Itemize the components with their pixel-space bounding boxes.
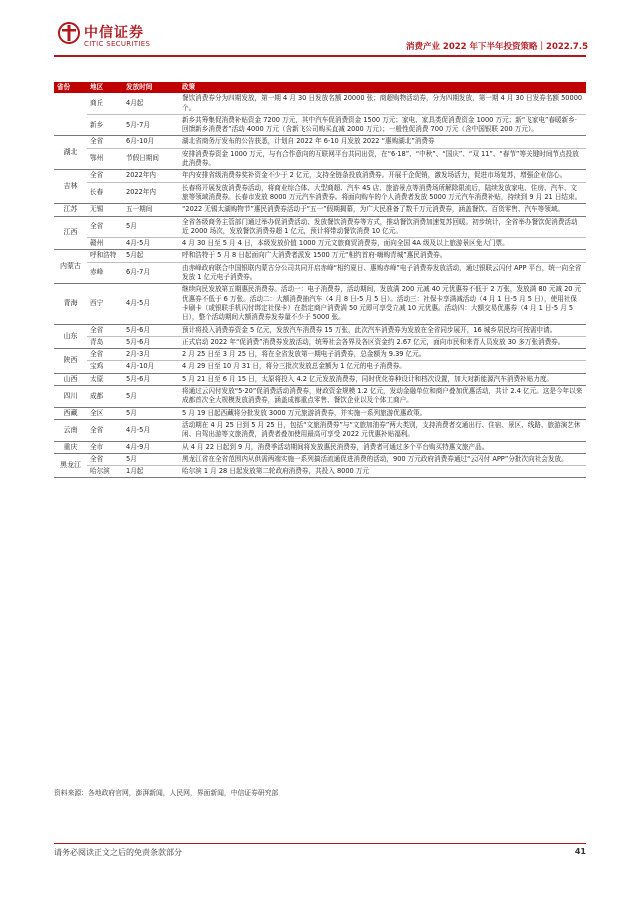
column-header-time: 发放时间 [123, 82, 179, 93]
province-cell: 山东 [54, 324, 87, 349]
table-row [54, 453, 586, 465]
policy-cell: 全省各级商务主管部门通过举办促消费活动、发放餐饮消费券等方式，推动餐饮消费加速复苏回暖。初步统计，全省举办餐饮促消费活动近 2000 场次，发放餐饮消费券超 1 亿元，预计将带动餐饮消费 10 亿元。 [179, 216, 586, 238]
column-header-province: 省份 [54, 82, 87, 93]
region-cell: 全省 [87, 453, 123, 465]
policy-cell: 5 月 21 日至 6 月 15 日，太原将投入 4.2 亿元发放消费券，同时优化券种设计和档次设置，加大对新能源汽车消费补贴力度。 [179, 373, 586, 385]
policy-cell: 正式启动 2022 年“促消费”消费券发放活动，统筹社会各界及各区资金约 2.67 亿元，面向市民和来青人员发放 30 多万张消费券。 [179, 336, 586, 348]
time-cell: 2022年内 [123, 170, 179, 182]
table-row [54, 216, 586, 238]
source-note: 资料来源：各地政府官网，澎湃新闻，人民网，界面新闻，中信证券研究部 [54, 789, 279, 797]
time-cell: 6月-10月 [123, 136, 179, 148]
policy-cell: 将通过云闪付发放“5·20”促消费活动消费券，财政资金规模 1.2 亿元，发动金融单位和商户叠加优惠活动，共计 2.4 亿元。这是今年以来成都首次全大规模发放消费券，涵盖成都重点零售、餐饮企业以及个体工商户。 [179, 386, 586, 408]
policy-cell: 年内安排省级消费券奖补资金不少于 2 亿元，支持全链条投放消费券。开展千企促销，激发场活力，促进市场复苏，增强企业信心。 [179, 170, 586, 182]
policy-cell: 安排消费券资金 1000 万元，与有合作意向的互联网平台共同出资，在“6·18”、“中秋”、“国庆”、“双 11”、“春节”等关键时间节点投放此消费券。 [179, 148, 586, 170]
policy-cell: 由赤峰政府联合中国银联内蒙古分公司共同开启赤峰“相约夏日、惠购赤峰”电子消费券发放活动，通过银联云闪付 APP 平台，统一向全省发放 1 亿元电子消费券。 [179, 262, 586, 284]
table-row [54, 262, 586, 284]
region-cell: 西宁 [87, 284, 123, 324]
region-cell: 赤峰 [87, 262, 123, 284]
province-cell: 吉林 [54, 170, 87, 204]
policy-cell: 4 月 30 日至 5 月 4 日，本级发放价值 1000 万元文旅商贸消费券，面向全国 4A 级及以上旅游景区免大门票。 [179, 238, 586, 250]
province-cell: 云南 [54, 419, 87, 441]
policy-cell: 从 4 月 22 日起到 9 月，消费季活动期间将发放惠民消费券，消费者可通过多个平台购买特惠文旅产品。 [179, 441, 586, 453]
policy-cell: 5 月 19 日起西藏将分批发放 3000 万元旅游消费券，并实施一系列旅游优惠政策。 [179, 407, 586, 419]
page-number: 41 [574, 847, 586, 856]
time-cell: 节假日期间 [123, 148, 179, 170]
region-cell: 哈尔滨 [87, 466, 123, 478]
table-row [54, 466, 586, 478]
province-cell: 青海 [54, 284, 87, 324]
disclaimer: 请务必阅读正文之后的免责条款部分 [54, 848, 182, 857]
time-cell: 5月 [123, 386, 179, 408]
table-row [54, 204, 586, 216]
policy-cell: “2022 无锡太湖购物节”惠民消费券活动于“五一”假期揭幕，为广大民准备了数千万元消费券，涵盖餐饮、百货零售、汽车等领域。 [179, 204, 586, 216]
time-cell: 5月-6月 [123, 324, 179, 336]
table-row [54, 238, 586, 250]
header-divider [54, 55, 586, 57]
consumption-voucher-policy-table [54, 82, 586, 478]
policy-cell: 2 月 25 日至 3 月 25 日，将在全省发放第一期电子消费券，总金额为 9.39 亿元。 [179, 349, 586, 361]
table-row [54, 114, 586, 136]
region-cell: 全省 [87, 324, 123, 336]
region-cell: 全省 [87, 419, 123, 441]
region-cell: 无锡 [87, 204, 123, 216]
region-cell: 新乡 [87, 114, 123, 136]
policy-cell: 哈尔滨 1 月 28 日起发放第二轮政府消费券，共投入 8000 万元 [179, 466, 586, 478]
time-cell: 5月 [123, 216, 179, 238]
time-cell: 5月-6月 [123, 336, 179, 348]
time-cell: 2022年内 [123, 182, 179, 204]
policy-cell: 活动期在 4 月 25 日到 5 月 25 日，包括“文旅消费券”与“文旅加油券”两大类别，支持消费者交通出行、住宿、景区、线路、旅游演艺休闲、自驾出游等文旅消费，消费者叠加使用最高可享受 2022 元优惠补贴福利。 [179, 419, 586, 441]
region-cell: 鄂州 [87, 148, 123, 170]
time-cell: 4月-5月 [123, 419, 179, 441]
time-cell: 5月起 [123, 250, 179, 262]
time-cell: 2月-3月 [123, 349, 179, 361]
report-title: 消费产业 2022 年下半年投资策略｜2022.7.5 [405, 42, 588, 52]
region-cell: 太原 [87, 373, 123, 385]
region-cell: 全省 [87, 136, 123, 148]
table-row [54, 336, 586, 348]
time-cell: 5月 [123, 407, 179, 419]
column-header-region: 地区 [87, 82, 123, 93]
province-cell: 陕西 [54, 349, 87, 374]
province-cell: 湖北 [54, 136, 87, 170]
region-cell: 青岛 [87, 336, 123, 348]
table-row [54, 250, 586, 262]
policy-cell: 长春将开展发放消费券活动，将商业综合体、大型商超、汽车 4S 店、旅游景点等消费场所解除限流后，陆续发放家电、住房、汽车、文旅等领域消费券。长春市发放 8000 万元汽车消费券。将面向购车的个人消费者发放 5000 万元汽车消费补贴，持续到 9 月 21 日结束。 [179, 182, 586, 204]
region-cell: 全省 [87, 170, 123, 182]
column-header-policy: 政策 [179, 82, 586, 93]
region-cell: 呼和浩特 [87, 250, 123, 262]
table-row [54, 136, 586, 148]
province-cell: 四川 [54, 386, 87, 408]
province-cell: 黑龙江 [54, 453, 87, 478]
policy-cell: 餐饮消费券分为四期发放，第一期 4 月 30 日发放名额 20000 张；商超购物活动券，分为四期发放，第一期 4 月 30 日发券名额 50000 个。 [179, 93, 586, 114]
time-cell: 4月-9月 [123, 441, 179, 453]
province-cell [54, 93, 87, 136]
region-cell: 全区 [87, 407, 123, 419]
region-cell: 赣州 [87, 238, 123, 250]
footer-divider [54, 843, 586, 844]
province-cell: 江西 [54, 216, 87, 250]
province-cell: 江苏 [54, 204, 87, 216]
time-cell: 4月起 [123, 93, 179, 114]
table-row [54, 386, 586, 408]
time-cell: 五一期间 [123, 204, 179, 216]
table-body [54, 93, 586, 478]
table-row [54, 93, 586, 114]
policy-cell: 呼和浩特于 5 月 8 日起面向广大消费者派发 1500 万元“相约首府·嗨购青城”惠民消费券。 [179, 250, 586, 262]
brand-name: 中信证券 [84, 25, 144, 41]
table-row [54, 373, 586, 385]
policy-cell: 预计将投入消费券资金 5 亿元，发放汽车消费券 15 万张，此次汽车消费券为发放在全省同步展开，16 城乡居民均可按需申请。 [179, 324, 586, 336]
table-row [54, 148, 586, 170]
table-row [54, 441, 586, 453]
table-row [54, 361, 586, 373]
time-cell: 6月-7月 [123, 262, 179, 284]
region-cell: 全市 [87, 441, 123, 453]
time-cell: 4月-10月 [123, 361, 179, 373]
table-row [54, 170, 586, 182]
region-cell: 全省 [87, 349, 123, 361]
table-row [54, 182, 586, 204]
time-cell: 1月起 [123, 466, 179, 478]
page-header [0, 0, 640, 62]
province-cell: 内蒙古 [54, 250, 87, 284]
region-cell: 商丘 [87, 93, 123, 114]
citic-logo-icon [58, 22, 80, 44]
policy-cell: 湖北省商务厅发布的公告获悉，计划自 2022 年 6-10 月发放 2022 “惠购湖北”消费券 [179, 136, 586, 148]
province-cell: 重庆 [54, 441, 87, 453]
region-cell: 全省 [87, 216, 123, 238]
time-cell: 5月-6月 [123, 373, 179, 385]
table-row [54, 284, 586, 324]
brand-name-en: CITIC SECURITIES [84, 40, 151, 48]
time-cell: 5月 [123, 453, 179, 465]
time-cell: 4月-5月 [123, 284, 179, 324]
table-row [54, 324, 586, 336]
table-row [54, 349, 586, 361]
time-cell: 5月-7月 [123, 114, 179, 136]
region-cell: 长春 [87, 182, 123, 204]
table-header-row [54, 82, 586, 93]
policy-cell: 新乡共筹集促消费补贴资金 7200 万元，其中汽车促消费资金 1500 万元；家电、家具类促消费资金 1000 万元；新“飞家电”春暖新乡·回馈新乡消费者”活动 4000 万元（含新飞公司购买直减 2000 万元）；一般性促消费 700 万元（含中国银联 200 万元）。 [179, 114, 586, 136]
table-row [54, 419, 586, 441]
policy-cell: 黑龙江省在全省范围内从供需两端实施一系列搞活流通促进消费的活动，900 万元政府消费券通过“云闪付 APP”分批次向社会发放。 [179, 453, 586, 465]
province-cell: 山西 [54, 373, 87, 385]
time-cell: 4月-5月 [123, 238, 179, 250]
region-cell: 宝鸡 [87, 361, 123, 373]
region-cell: 成都 [87, 386, 123, 408]
table-row [54, 407, 586, 419]
policy-cell: 继续向民发放第五期惠民消费券。活动一：电子消费券，活动期间，发放满 200 元减 40 元优惠券不低于 2 万张，发放满 80 元减 20 元优惠券不低于 6 万张。活动二：大额消费抽汽车（4 月 8 日-5 月 5 日）。活动三：社保卡享满减活动（4 月 1 日-5 月 5 日），使用社保卡刷卡（或银联手机闪付绑定社保卡）在指定商户消费满 50 元即可享受立减 10 元优惠。活动四：大额交易优惠券（4 月 1 日-5 月 5 日），整个活动期间大额消费券发券量不少于 5000 张。 [179, 284, 586, 324]
policy-cell: 4 月 29 日至 10 月 31 日，将分三批次发放总金额为 1 亿元的电子消费券。 [179, 361, 586, 373]
province-cell: 西藏 [54, 407, 87, 419]
